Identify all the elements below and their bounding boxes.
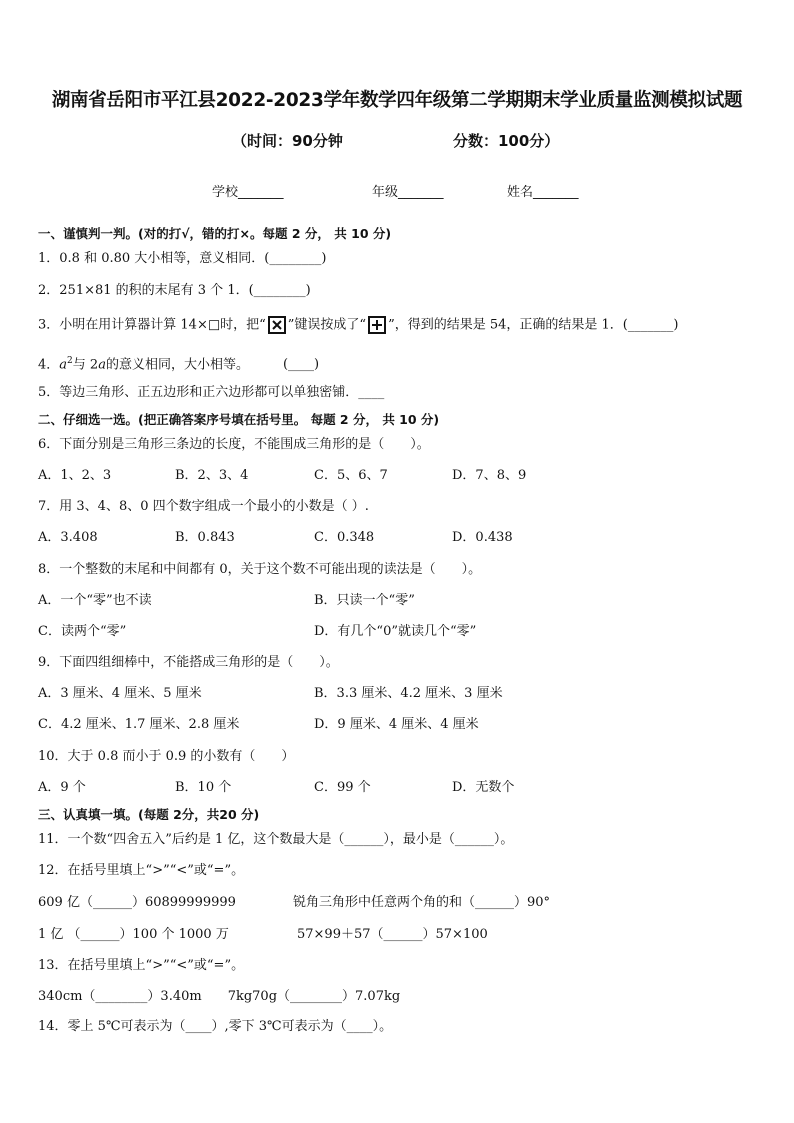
question-8-option-b: B．只读一个“零” xyxy=(314,593,415,608)
question-9-option-b: B．3.3 厘米、4.2 厘米、3 厘米 xyxy=(314,686,503,701)
question-8: 8．一个整数的末尾和中间都有 0，关于这个数不可能出现的读法是（ ）。 xyxy=(38,562,482,577)
question-12-row-1-right: 锐角三角形中任意两个角的和（______）90° xyxy=(293,895,551,910)
section-2-heading: 二、仔细选一选。(把正确答案序号填在括号里。 每题 2 分， 共 10 分) xyxy=(38,412,440,427)
question-4-blank: (____) xyxy=(282,357,320,373)
question-1: 1．0.8 和 0.80 大小相等，意义相同．(________) xyxy=(38,251,327,266)
variable-a: a xyxy=(59,357,68,373)
question-9-option-c: C．4.2 厘米、1.7 厘米、2.8 厘米 xyxy=(38,717,240,732)
question-4-text-2: 的意义相同，大小相等。 xyxy=(105,357,249,373)
question-6-option-c: C．5、6、7 xyxy=(314,468,388,483)
school-field: 学校_______ xyxy=(212,185,284,200)
exam-score: 分数：100分） xyxy=(453,132,560,150)
question-3 xyxy=(38,316,678,335)
question-10-option-a: A．9 个 xyxy=(38,780,86,795)
exponent: 2 xyxy=(67,356,73,366)
question-10-option-b: B．10 个 xyxy=(175,780,232,795)
question-3-part-a: 3．小明在用计算器计算 14×□时，把“ xyxy=(38,317,266,333)
question-3-part-c: ”，得到的结果是 54，正确的结果是 1．(_______) xyxy=(388,317,679,333)
question-7-option-d: D．0.438 xyxy=(452,530,513,545)
question-10: 10．大于 0.8 而小于 0.9 的小数有（ ） xyxy=(38,749,295,764)
question-3-part-b: ”键误按成了“ xyxy=(287,317,367,333)
question-12: 12．在括号里填上“>”“<”或“=”。 xyxy=(38,863,245,878)
exam-title: 湖南省岳阳市平江县2022-2023学年数学四年级第二学期期末学业质量监测模拟试题 xyxy=(51,90,743,111)
multiply-key-icon xyxy=(268,316,286,334)
question-7-option-b: B．0.843 xyxy=(175,530,235,545)
question-7: 7．用 3、4、8、0 四个数字组成一个最小的小数是（ ）. xyxy=(38,499,369,514)
question-9-option-d: D．9 厘米、4 厘米、4 厘米 xyxy=(314,717,479,732)
question-8-option-d: D．有几个“0”就读几个“零” xyxy=(314,624,477,639)
section-3-heading: 三、认真填一填。(每题 2分，共20 分) xyxy=(38,807,260,822)
question-12-row-2-right: 57×99＋57（______）57×100 xyxy=(297,927,488,942)
question-4 xyxy=(38,352,319,374)
question-10-option-c: C．99 个 xyxy=(314,780,371,795)
variable-a-2: a xyxy=(98,357,106,373)
question-10-option-d: D．无数个 xyxy=(452,780,515,795)
question-4-number: 4． xyxy=(38,357,60,373)
section-1-heading: 一、谨慎判一判。(对的打√，错的打×。每题 2 分， 共 10 分) xyxy=(38,226,392,241)
question-6-option-a: A．1、2、3 xyxy=(38,468,112,483)
question-14: 14．零上 5℃可表示为（____）,零下 3℃可表示为（____）。 xyxy=(38,1019,393,1034)
question-6-option-b: B．2、3、4 xyxy=(175,468,249,483)
question-8-option-a: A．一个“零”也不读 xyxy=(38,593,152,608)
question-12-row-2-left: 1 亿 （______）100 个 1000 万 xyxy=(38,927,229,942)
question-4-text: 与 2 xyxy=(72,357,99,373)
question-9-option-a: A．3 厘米、4 厘米、5 厘米 xyxy=(38,686,202,701)
question-7-option-c: C．0.348 xyxy=(314,530,375,545)
question-13-row-1: 340cm（________）3.40m 7kg70g（________）7.07kg xyxy=(38,989,401,1004)
question-8-option-c: C．读两个“零” xyxy=(38,624,127,639)
name-field: 姓名_______ xyxy=(507,185,579,200)
question-13: 13．在括号里填上“>”“<”或“=”。 xyxy=(38,958,245,973)
question-6: 6．下面分别是三角形三条边的长度，不能围成三角形的是（ ）。 xyxy=(38,437,430,452)
grade-field: 年级_______ xyxy=(372,185,444,200)
plus-key-icon xyxy=(368,316,386,334)
question-12-row-1-left: 609 亿（______）60899999999 xyxy=(38,895,236,910)
question-9: 9．下面四组细棒中，不能搭成三角形的是（ ）。 xyxy=(38,655,339,670)
question-6-option-d: D．7、8、9 xyxy=(452,468,527,483)
exam-time: （时间：90分钟 xyxy=(232,132,343,150)
question-2: 2．251×81 的积的末尾有 3 个 1．(________) xyxy=(38,283,311,298)
question-11: 11．一个数“四舍五入”后约是 1 亿，这个数最大是（______），最小是（______）。 xyxy=(38,832,514,847)
question-5: 5．等边三角形、正五边形和正六边形都可以单独密铺．____ xyxy=(38,385,385,400)
question-7-option-a: A．3.408 xyxy=(38,530,98,545)
